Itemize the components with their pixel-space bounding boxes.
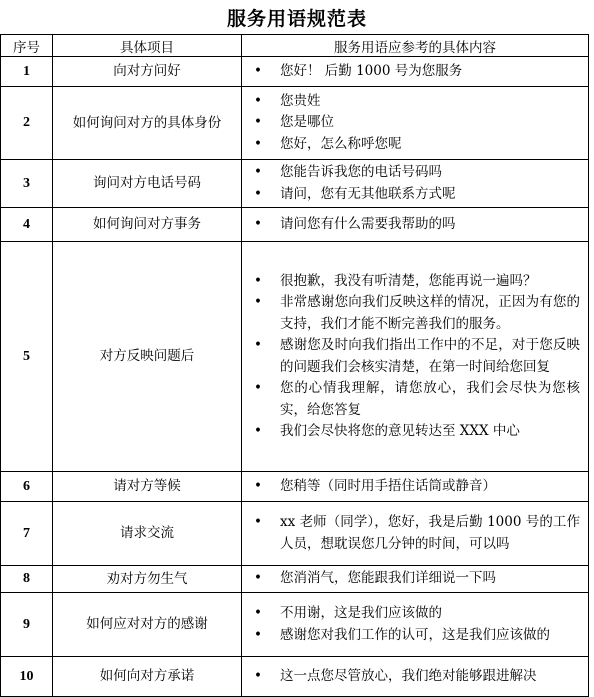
row-content bbox=[242, 87, 589, 160]
table-row bbox=[1, 87, 589, 160]
phrase-text: 感谢您及时向我们指出工作中的不足，对于您反映的问题我们会核实清楚，在第一时间给您回复 bbox=[280, 337, 580, 375]
phrase-item bbox=[254, 603, 580, 625]
phrase-text: 您是哪位 bbox=[280, 114, 334, 131]
phrase-list bbox=[254, 603, 580, 646]
table-row bbox=[1, 242, 589, 472]
row-number: 1 bbox=[1, 57, 53, 87]
phrase-text: 您能告诉我您的电话号码吗 bbox=[280, 164, 442, 180]
table-row bbox=[1, 472, 589, 502]
phrase-list bbox=[254, 666, 580, 688]
phrase-text: 您的心情我理解，请您放心，我们会尽快为您核实，给您答复 bbox=[280, 380, 580, 418]
phrase-text: 您贵姓 bbox=[280, 92, 321, 109]
bullet-icon: • bbox=[254, 477, 262, 494]
bullet-icon: • bbox=[254, 92, 262, 109]
table-row bbox=[1, 593, 589, 657]
row-item: 劝对方勿生气 bbox=[53, 566, 242, 593]
row-content bbox=[242, 593, 589, 657]
row-item: 如何询问对方事务 bbox=[53, 208, 242, 242]
table-row bbox=[1, 57, 589, 87]
phrase-text: 非常感谢您向我们反映这样的情况，正因为有您的支持，我们才能不断完善我们的服务。 bbox=[280, 294, 580, 332]
phrase-list bbox=[254, 162, 580, 205]
bullet-icon: • bbox=[254, 164, 262, 180]
header-no: 序号 bbox=[1, 35, 53, 57]
phrase-item bbox=[254, 335, 580, 378]
row-number: 3 bbox=[1, 160, 53, 208]
row-content bbox=[242, 160, 589, 208]
bullet-icon: • bbox=[254, 667, 262, 684]
row-number: 8 bbox=[1, 566, 53, 593]
bullet-icon: • bbox=[254, 605, 262, 621]
phrase-text: 不用谢，这是我们应该做的 bbox=[280, 605, 442, 621]
bullet-icon: • bbox=[254, 423, 262, 439]
phrase-text: 这一点您尽管放心，我们绝对能够跟进解决 bbox=[280, 667, 537, 684]
phrase-list bbox=[254, 61, 580, 83]
row-content bbox=[242, 208, 589, 242]
row-item: 请求交流 bbox=[53, 502, 242, 566]
phrase-item bbox=[254, 625, 580, 647]
row-item: 如何询问对方的具体身份 bbox=[53, 87, 242, 160]
phrase-list bbox=[254, 476, 580, 498]
row-item: 询问对方电话号码 bbox=[53, 160, 242, 208]
row-number: 7 bbox=[1, 502, 53, 566]
bullet-icon: • bbox=[254, 337, 262, 353]
header-item: 具体项目 bbox=[53, 35, 242, 57]
phrase-item bbox=[254, 666, 580, 688]
phrase-item bbox=[254, 91, 580, 113]
row-content bbox=[242, 657, 589, 697]
row-number: 5 bbox=[1, 242, 53, 472]
row-content bbox=[242, 242, 589, 472]
page-title: 服务用语规范表 bbox=[226, 8, 367, 30]
phrase-item bbox=[254, 421, 580, 443]
phrase-text: 感谢您对我们工作的认可，这是我们应该做的 bbox=[280, 626, 550, 643]
phrase-item bbox=[254, 568, 580, 590]
row-number: 4 bbox=[1, 208, 53, 242]
bullet-icon: • bbox=[254, 514, 262, 530]
table-row bbox=[1, 657, 589, 697]
bullet-icon: • bbox=[254, 215, 262, 232]
bullet-icon: • bbox=[254, 114, 262, 131]
phrase-list bbox=[254, 214, 580, 236]
phrase-list bbox=[254, 91, 580, 156]
bullet-icon: • bbox=[254, 135, 262, 152]
bullet-icon: • bbox=[254, 380, 262, 396]
row-content bbox=[242, 57, 589, 87]
bullet-icon: • bbox=[254, 272, 262, 289]
phrase-item bbox=[254, 61, 580, 83]
row-item: 请对方等候 bbox=[53, 472, 242, 502]
table-row bbox=[1, 502, 589, 566]
phrase-item bbox=[254, 134, 580, 156]
phrase-text: 您消消气，您能跟我们详细说一下吗 bbox=[280, 570, 496, 587]
phrase-list bbox=[254, 271, 580, 443]
phrase-list bbox=[254, 512, 580, 555]
phrase-item bbox=[254, 512, 580, 555]
row-item: 向对方问好 bbox=[53, 57, 242, 87]
phrase-item bbox=[254, 292, 580, 335]
row-content bbox=[242, 502, 589, 566]
phrase-item bbox=[254, 112, 580, 134]
phrase-item bbox=[254, 378, 580, 421]
phrase-list bbox=[254, 568, 580, 590]
table-header-row bbox=[1, 35, 589, 57]
row-number: 2 bbox=[1, 87, 53, 160]
phrase-item bbox=[254, 214, 580, 236]
row-number: 6 bbox=[1, 472, 53, 502]
row-item: 如何向对方承诺 bbox=[53, 657, 242, 697]
phrase-item bbox=[254, 476, 580, 498]
bullet-icon: • bbox=[254, 294, 262, 310]
row-content bbox=[242, 472, 589, 502]
row-item: 对方反映问题后 bbox=[53, 242, 242, 472]
row-content bbox=[242, 566, 589, 593]
phrase-text: 我们会尽快将您的意见转达至 XXX 中心 bbox=[280, 423, 520, 439]
phrase-text: 请问，您有无其他联系方式呢 bbox=[280, 185, 456, 202]
service-phrase-table bbox=[0, 34, 589, 697]
table-row bbox=[1, 566, 589, 593]
phrase-item bbox=[254, 184, 580, 206]
table-row bbox=[1, 208, 589, 242]
row-item: 如何应对对方的感谢 bbox=[53, 593, 242, 657]
phrase-text: xx 老师（同学），您好，我是后勤 1000 号的工作人员，想耽误您几分钟的时间，可以吗 bbox=[280, 514, 580, 552]
phrase-text: 您好！ 后勤 1000 号为您服务 bbox=[280, 62, 463, 79]
row-number: 9 bbox=[1, 593, 53, 657]
phrase-text: 很抱歉，我没有听清楚，您能再说一遍吗？ bbox=[280, 272, 537, 289]
bullet-icon: • bbox=[254, 185, 262, 202]
phrase-item bbox=[254, 271, 580, 293]
bullet-icon: • bbox=[254, 62, 262, 79]
phrase-text: 请问您有什么需要我帮助的吗 bbox=[280, 215, 456, 232]
header-content: 服务用语应参考的具体内容 bbox=[242, 35, 589, 57]
table-row bbox=[1, 160, 589, 208]
phrase-text: 您稍等（同时用手捂住话筒或静音） bbox=[280, 477, 496, 494]
phrase-text: 您好，怎么称呼您呢 bbox=[280, 135, 402, 152]
bullet-icon: • bbox=[254, 570, 262, 587]
row-number: 10 bbox=[1, 657, 53, 697]
phrase-item bbox=[254, 162, 580, 184]
bullet-icon: • bbox=[254, 626, 262, 643]
